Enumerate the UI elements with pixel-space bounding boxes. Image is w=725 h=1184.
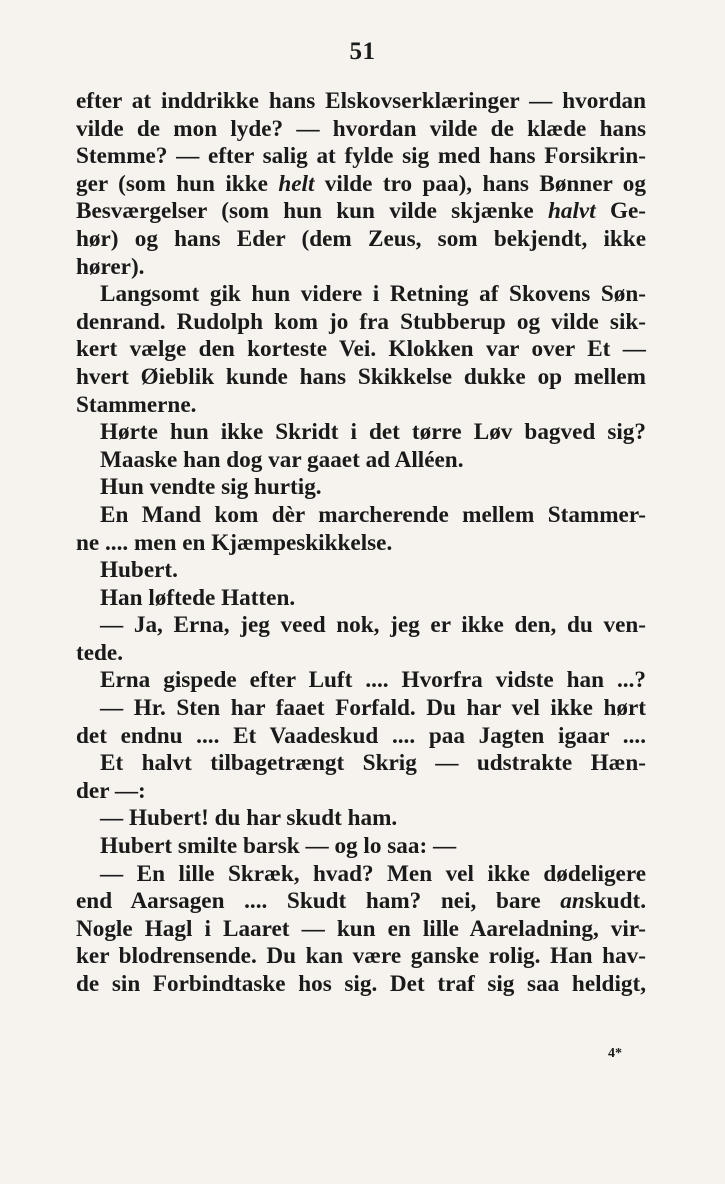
- text-line: [76, 585, 646, 613]
- text-line: [76, 833, 646, 861]
- text-line: [76, 309, 646, 337]
- text-line: [76, 336, 646, 364]
- text-run: end Aarsagen .... Skudt ham? nei, bare: [76, 888, 561, 915]
- text-run: Hun vendte sig hurtig.: [100, 474, 322, 501]
- text-line: [76, 695, 646, 723]
- text-run: En Mand kom dèr marcherende mellem Stammer-: [100, 501, 646, 528]
- text-line: [76, 723, 646, 751]
- text-run: vilde de mon lyde? — hvordan vilde de klæde hans: [76, 115, 646, 142]
- text-run: Stammerne.: [76, 391, 197, 418]
- text-run: Et halvt tilbagetrængt Skrig — udstrakte Hæn-: [100, 750, 646, 777]
- text-run: Langsomt gik hun videre i Retning af Skovens Søn-: [100, 281, 646, 308]
- text-line: [76, 667, 646, 695]
- text-run: — Hubert! du har skudt ham.: [100, 805, 398, 832]
- text-run: Maaske han dog var gaaet ad Alléen.: [100, 446, 464, 473]
- text-run: Nogle Hagl i Laaret — kun en lille Aareladning, vir-: [76, 915, 646, 942]
- text-run: — Ja, Erna, jeg veed nok, jeg er ikke den, du ven-: [100, 612, 646, 639]
- text-run: efter at inddrikke hans Elskovserklæringer — hvordan: [76, 88, 646, 114]
- text-line: [76, 805, 646, 833]
- body-text: [76, 88, 646, 999]
- text-run: skudt.: [584, 888, 646, 915]
- text-run: — En lille Skræk, hvad? Men vel ikke dødeligere: [100, 860, 646, 887]
- text-line: [76, 143, 646, 171]
- text-line: [76, 612, 646, 640]
- text-line: [76, 750, 646, 778]
- text-run: det endnu .... Et Vaadeskud .... paa Jagten igaar ....: [76, 722, 646, 749]
- text-run: Hubert smilte barsk — og lo saa: —: [100, 833, 457, 860]
- signature-mark: 4*: [608, 1046, 622, 1061]
- text-run: Hørte hun ikke Skridt i det tørre Løv bagved sig?: [100, 419, 646, 446]
- text-line: [76, 888, 646, 916]
- text-line: [76, 419, 646, 447]
- text-line: [76, 392, 646, 420]
- text-run: hør) og hans Eder (dem Zeus, som bekjendt, ikke: [76, 225, 646, 252]
- text-line: [76, 557, 646, 585]
- text-line: [76, 447, 646, 475]
- text-run: de sin Forbindtaske hos sig. Det traf sig saa heldigt,: [76, 971, 646, 997]
- text-run: Ge-: [595, 198, 647, 225]
- text-run: tede.: [76, 639, 123, 666]
- text-run: denrand. Rudolph kom jo fra Stubberup og vilde sik-: [76, 308, 646, 335]
- page-number: 51: [349, 38, 376, 65]
- italic-text: halvt: [547, 198, 596, 225]
- text-run: Hubert.: [100, 557, 178, 584]
- text-line: [76, 116, 646, 144]
- text-run: Stemme? — efter salig at fylde sig med hans Forsikrin-: [76, 143, 646, 170]
- text-line: [76, 198, 646, 226]
- text-line: [76, 916, 646, 944]
- text-run: hvert Øieblik kunde hans Skikkelse dukke op mellem: [76, 363, 646, 390]
- text-run: Han løftede Hatten.: [100, 584, 296, 611]
- text-line: [76, 640, 646, 668]
- text-run: der —:: [76, 777, 146, 804]
- text-line: [76, 861, 646, 889]
- text-run: vilde tro paa), hans Bønner og: [314, 170, 646, 197]
- text-run: ker blodrensende. Du kan være ganske rolig. Han hav-: [76, 943, 646, 970]
- text-line: [76, 971, 646, 999]
- text-line: [76, 778, 646, 806]
- text-line: [76, 502, 646, 530]
- text-line: [76, 943, 646, 971]
- text-line: [76, 88, 646, 116]
- text-line: [76, 171, 646, 199]
- text-line: [76, 254, 646, 282]
- text-run: ger (som hun ikke: [76, 170, 279, 197]
- text-line: [76, 226, 646, 254]
- text-line: [76, 364, 646, 392]
- italic-text: an: [560, 888, 585, 915]
- text-run: — Hr. Sten har faaet Forfald. Du har vel ikke hørt: [100, 695, 646, 722]
- text-line: [76, 530, 646, 558]
- text-run: Besværgelser (som hun kun vilde skjænke: [76, 198, 548, 225]
- text-run: kert vælge den korteste Vei. Klokken var over Et —: [76, 336, 646, 363]
- text-run: Erna gispede efter Luft .... Hvorfra vidste han ...?: [100, 667, 646, 694]
- text-line: [76, 474, 646, 502]
- text-run: hører).: [76, 253, 145, 280]
- text-line: [76, 281, 646, 309]
- text-run: ne .... men en Kjæmpeskikkelse.: [76, 529, 393, 556]
- italic-text: helt: [278, 170, 315, 197]
